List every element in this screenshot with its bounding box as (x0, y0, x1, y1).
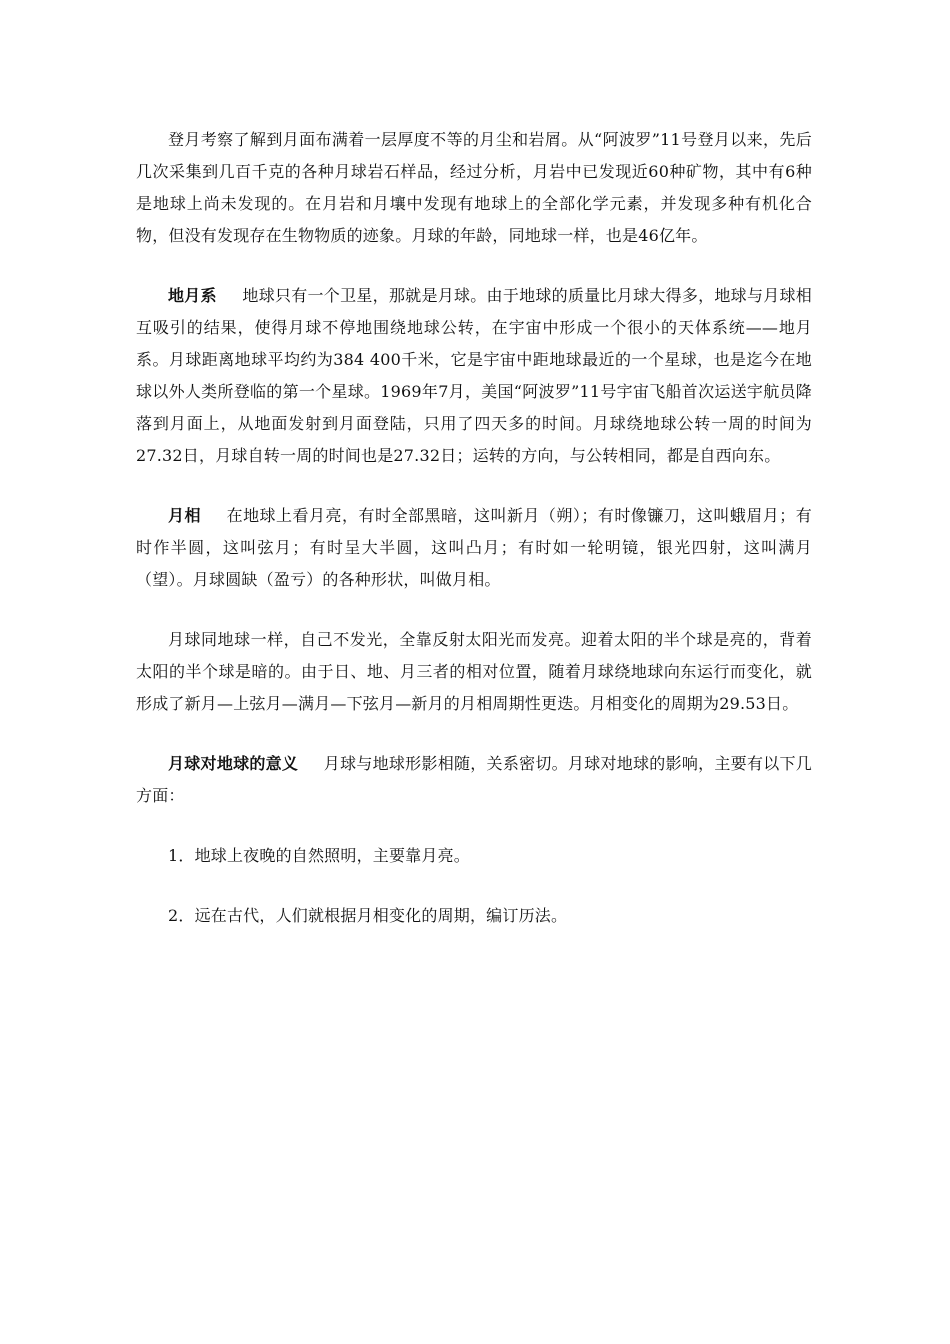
list-item-2 (136, 900, 812, 932)
paragraph-text: 月球同地球一样，自己不发光，全靠反射太阳光而发亮。迎着太阳的半个球是亮的，背着太阳的半个球是暗的。由于日、地、月三者的相对位置，随着月球绕地球向东运行而变化，就形成了新月—上弦月—满月—下弦月—新月的月相周期性更迭。月相变化的周期为29.53日。 (136, 630, 812, 713)
paragraph-text: 1．地球上夜晚的自然照明，主要靠月亮。 (168, 846, 470, 865)
section-term: 月相 (168, 506, 201, 525)
paragraph-text: 在地球上看月亮，有时全部黑暗，这叫新月（朔）；有时像镰刀，这叫蛾眉月；有时作半圆，这叫弦月；有时呈大半圆，这叫凸月；有时如一轮明镜，银光四射，这叫满月（望）。月球圆缺（盈亏）的各种形状，叫做月相。 (136, 506, 812, 589)
list-item-1 (136, 840, 812, 872)
paragraph-text: 登月考察了解到月面布满着一层厚度不等的月尘和岩屑。从“阿波罗”11号登月以来，先后几次采集到几百千克的各种月球岩石样品，经过分析，月岩中已发现近60种矿物，其中有6种是地球上尚未发现的。在月岩和月壤中发现有地球上的全部化学元素，并发现多种有机化合物，但没有发现存在生物物质的迹象。月球的年龄，同地球一样，也是46亿年。 (136, 130, 812, 245)
paragraph-moon-significance (136, 748, 812, 812)
paragraph-moon-phases (136, 500, 812, 596)
document-body (136, 124, 812, 932)
paragraph-earth-moon-system (136, 280, 812, 472)
section-term: 月球对地球的意义 (168, 754, 299, 773)
paragraph-lunar-surface (136, 124, 812, 252)
paragraph-text: 月球与地球形影相随，关系密切。月球对地球的影响，主要有以下几方面： (136, 754, 812, 805)
section-term: 地月系 (168, 286, 217, 305)
paragraph-text: 2．远在古代，人们就根据月相变化的周期，编订历法。 (168, 906, 568, 925)
paragraph-text: 地球只有一个卫星，那就是月球。由于地球的质量比月球大得多，地球与月球相互吸引的结果，使得月球不停地围绕地球公转，在宇宙中形成一个很小的天体系统——地月系。月球距离地球平均约为384 400千米，它是宇宙中距地球最近的一个星球，也是迄今在地球以外人类所登临的第一个星球。1969年7月，美国“阿波罗”11号宇宙飞船首次运送宇航员降落到月面上，从地面发射到月面登陆，只用了四天多的时间。月球绕地球公转一周的时间为27.32日，月球自转一周的时间也是27.32日；运转的方向，与公转相同，都是自西向东。 (136, 286, 812, 465)
paragraph-phase-cycle (136, 624, 812, 720)
